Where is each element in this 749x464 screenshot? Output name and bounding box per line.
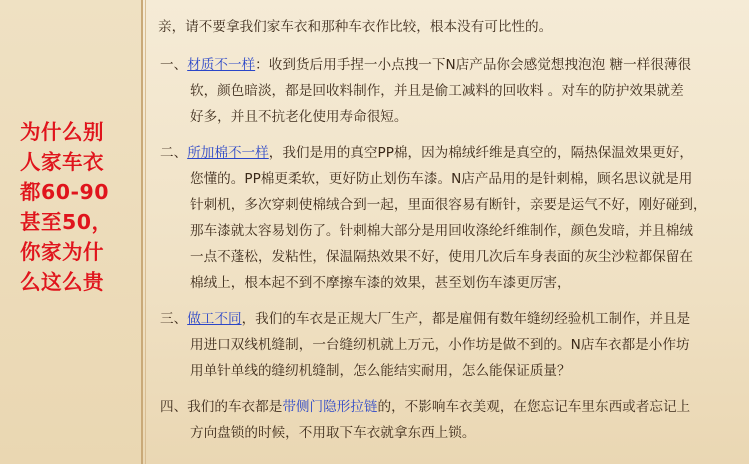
point2-line6: 棉绒上，根本起不到不摩擦车漆的效果，甚至划伤车漆更厉害， (190, 275, 571, 291)
point3-line3: 用单针单线的缝纫机缝制，怎么能结实耐用，怎么能保证质量？ (190, 363, 571, 379)
point4-line1 (160, 398, 690, 416)
point2-highlight: 所加棉不一样 (187, 145, 269, 161)
point2-line5: 一点不蓬松，发粘性，保温隔热效果不好，使用几次后车身表面的灰尘沙粒都保留在 (190, 249, 693, 265)
point1-line1-rest: ：收到货后用手捏一小点拽一下N店产品你会感觉想拽泡泡 糖一样很薄很 (255, 57, 692, 73)
point3-highlight: 做工不同 (187, 311, 242, 327)
point4-highlight: 带侧门隐形拉链 (282, 399, 378, 415)
point1-line1 (160, 56, 691, 74)
point4-line1-rest: 的，不影响车衣美观，在您忘记车里东西或者忘记上 (377, 399, 691, 415)
point3-line2: 用进口双线机缝制，一台缝纫机就上万元，小作坊是做不到的。N店车衣都是小作坊 (190, 337, 690, 353)
point3-line1-rest: ，我们的车衣是正规大厂生产，都是雇佣有数年缝纫经验机工制作，并且是 (241, 311, 691, 327)
point3-line1 (160, 310, 690, 328)
headline-panel (0, 0, 141, 464)
point2-line1 (160, 144, 693, 162)
point1-line2: 软，颜色暗淡，都是回收料制作，并且是偷工减料的回收料 。对车的防护效果就差 (190, 83, 684, 99)
intro-text: 亲，请不要拿我们家车衣和那种车衣作比较，根本没有可比性的。 (158, 19, 553, 35)
point1-line3: 好多，并且不抗老化使用寿命很短。 (190, 109, 408, 125)
point2-line3: 针刺机，多次穿刺使棉绒合到一起，里面很容易有断针，亲要是运气不好，刚好碰到， (190, 197, 707, 213)
point4-prefix: 四、我们的车衣都是 (160, 399, 283, 415)
point3-prefix: 三、 (160, 311, 188, 327)
headline-text (20, 117, 140, 297)
point2-line4: 那车漆就太容易划伤了。针刺棉大部分是用回收涤纶纤维制作，颜色发暗，并且棉绒 (190, 223, 693, 239)
headline-line: 甚至50， (20, 210, 113, 234)
point1-prefix: 一、 (160, 57, 188, 73)
divider-line-secondary (145, 0, 146, 464)
headline-line: 人家车衣 (20, 150, 104, 174)
headline-line: 么这么贵 (20, 270, 104, 294)
headline-line: 你家为什 (20, 240, 104, 264)
point4-line2: 方向盘锁的时候，不用取下车衣就拿东西上锁。 (190, 425, 476, 441)
point2-line2: 您懂的。PP棉更柔软，更好防止划伤车漆。N店产品用的是针刺棉，顾名思议就是用 (190, 171, 693, 187)
divider-line (141, 0, 143, 464)
point2-prefix: 二、 (160, 145, 188, 161)
headline-line: 都60-90 (20, 180, 110, 204)
point1-highlight: 材质不一样 (187, 57, 256, 73)
headline-line: 为什么别 (20, 120, 104, 144)
point2-line1-rest: ，我们是用的真空PP棉，因为棉绒纤维是真空的，隔热保温效果更好， (268, 145, 693, 161)
